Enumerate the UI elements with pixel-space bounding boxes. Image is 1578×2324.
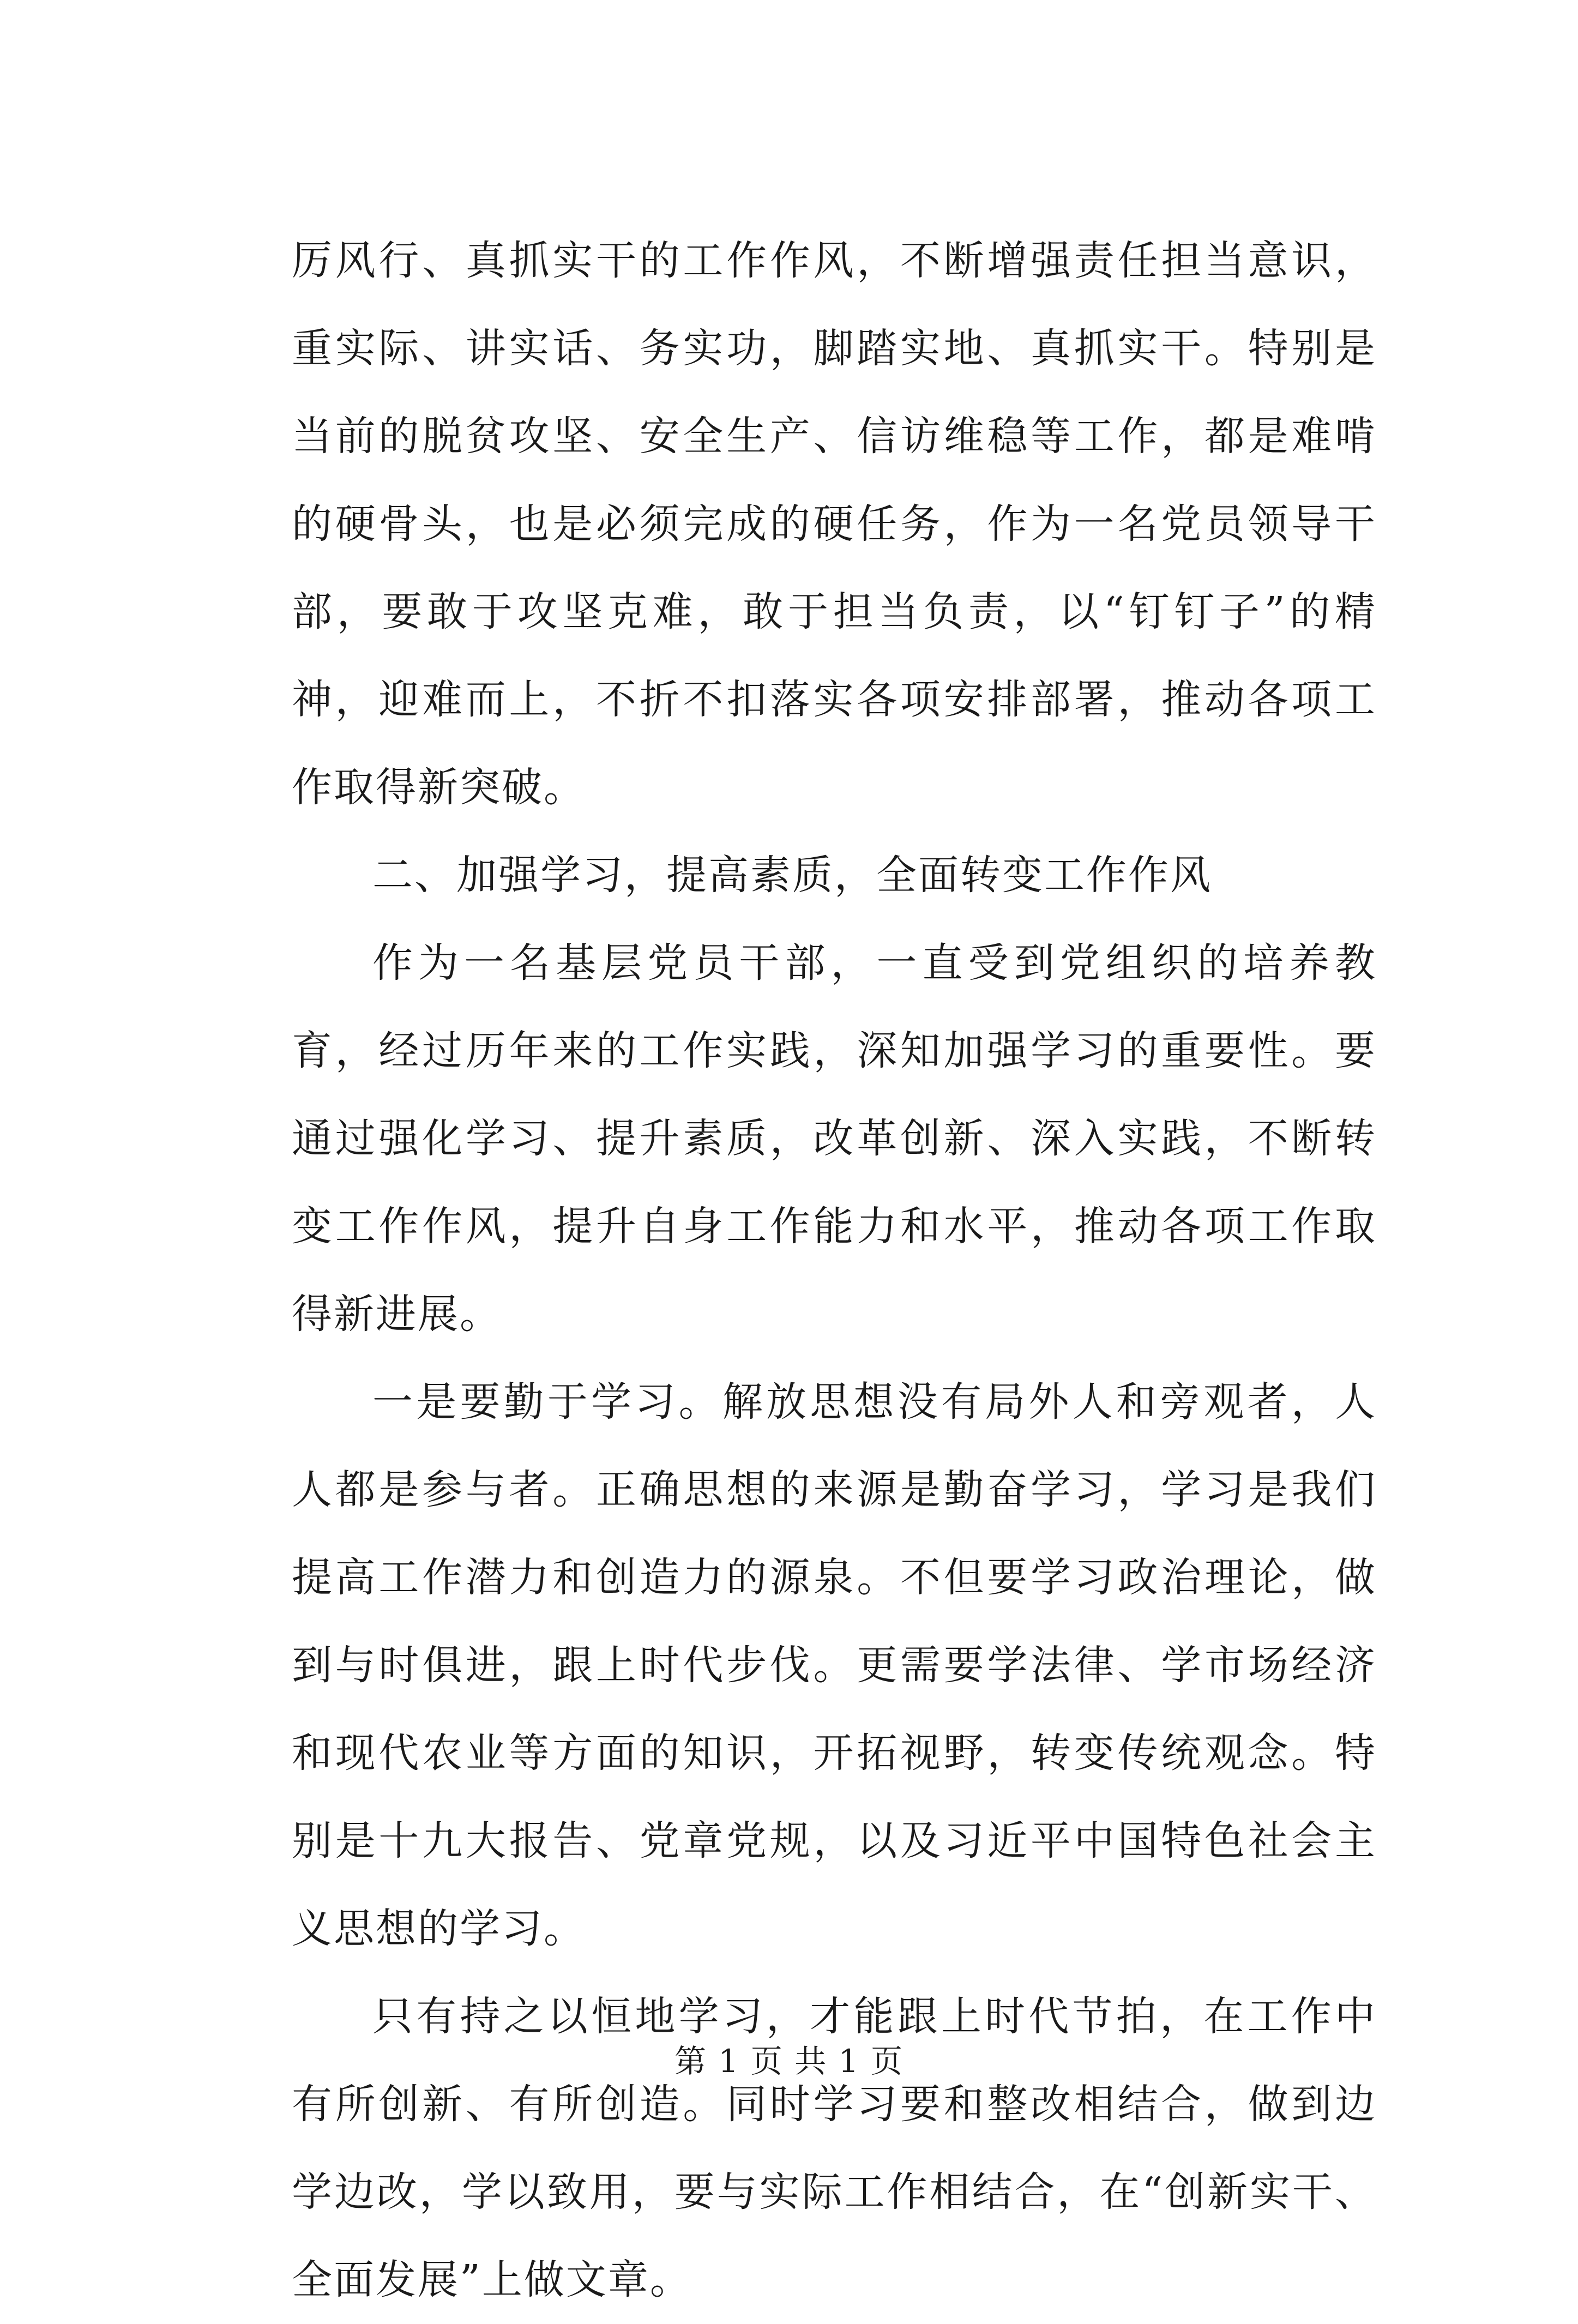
document-body — [292, 217, 1377, 2324]
paragraph-4: 一是要勤于学习。解放思想没有局外人和旁观者，人人都是参与者。正确思想的来源是勤奋学习，学习是我们提高工作潜力和创造力的源泉。不但要学习政治理论，做到与时俱进，跟上时代步伐。更需要学法律、学市场经济和现代农业等方面的知识，开拓视野，转变传统观念。特别是十九大报告、党章党规，以及习近平中国特色社会主义思想的学习。 — [292, 1378, 1377, 1952]
paragraph-5: 只有持之以恒地学习，才能跟上时代节拍，在工作中有所创新、有所创造。同时学习要和整改相结合，做到边学边改，学以致用，要与实际工作相结合，在“创新实干、全面发展”上做文章。 — [292, 1993, 1377, 2303]
paragraph-3: 作为一名基层党员干部，一直受到党组织的培养教育，经过历年来的工作实践，深知加强学习的重要性。要通过强化学习、提升素质，改革创新、深入实践，不断转变工作作风，提升自身工作能力和水平，推动各项工作取得新进展。 — [292, 940, 1377, 1338]
section-heading: 二、加强学习，提高素质，全面转变工作作风 — [372, 852, 1212, 899]
paragraph-1: 厉风行、真抓实干的工作作风，不断增强责任担当意识，重实际、讲实话、务实功，脚踏实地、真抓实干。特别是当前的脱贫攻坚、安全生产、信访维稳等工作，都是难啃的硬骨头，也是必须完成的硬任务，作为一名党员领导干部，要敢于攻坚克难，敢于担当负责，以“钉钉子”的精神，迎难而上，不折不扣落实各项安排部署，推动各项工作取得新突破。 — [292, 237, 1377, 811]
page-number-footer: 第 1 页 共 1 页 — [674, 2043, 904, 2080]
